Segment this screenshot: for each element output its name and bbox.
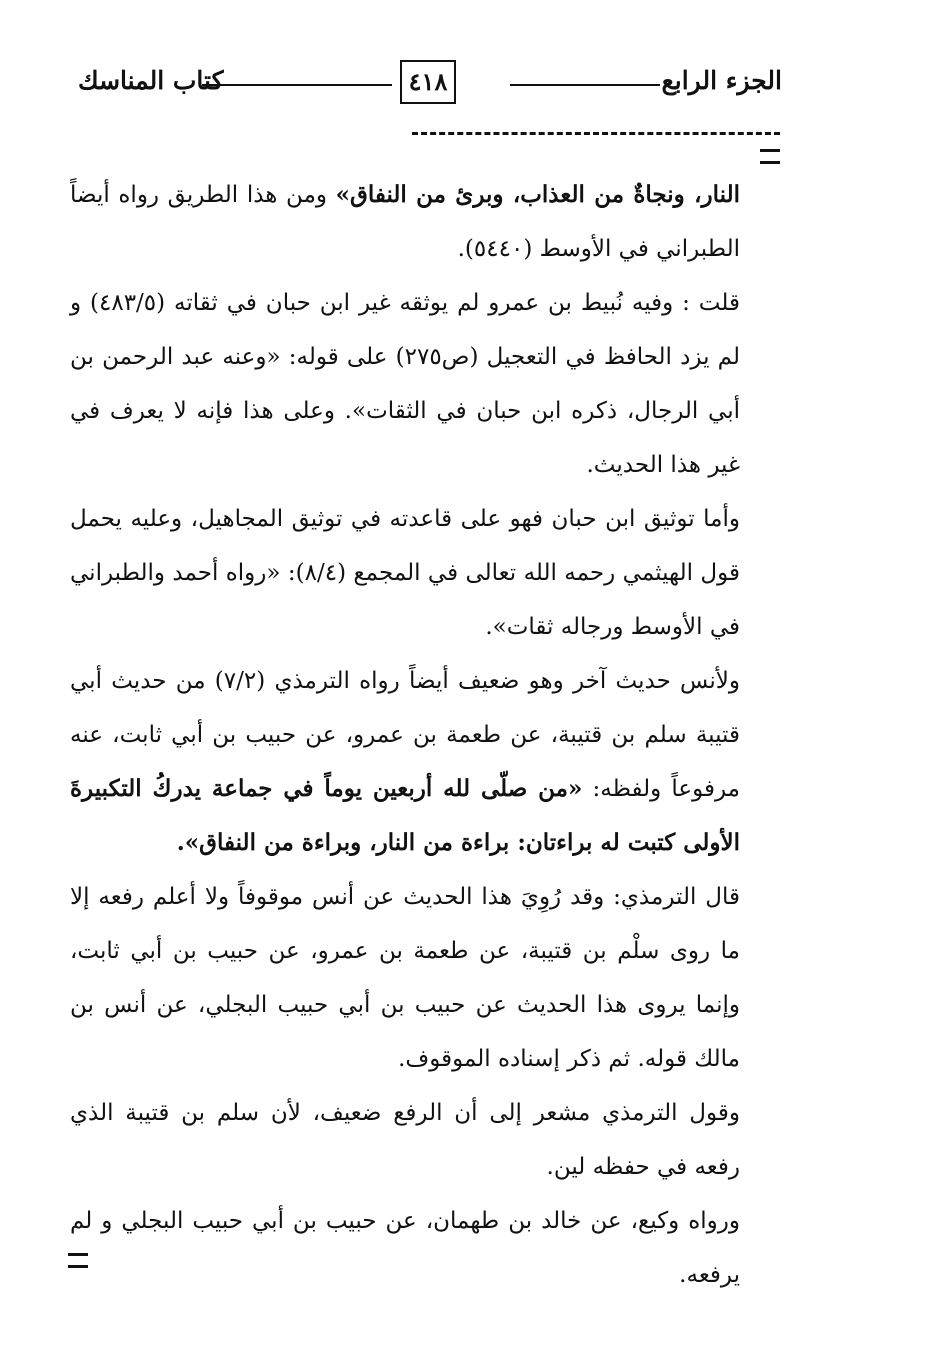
book-title: كتاب المناسك	[78, 66, 224, 95]
header-rule-right	[510, 84, 660, 86]
text-run: وأما توثيق ابن حبان فهو على قاعدته في توثيق المجاهيل، وعليه يحمل قول الهيثمي رحمه الله تعالى في المجمع (٨/٤): «رواه أحمد والطبراني في الأوسط ورجاله ثقات».	[70, 506, 740, 640]
paragraph	[70, 1086, 740, 1194]
hadith-quote: النار، ونجاةٌ من العذاب، وبرئ من النفاق»	[335, 181, 740, 208]
text-run: ورواه وكيع، عن خالد بن طهمان، عن حبيب بن أبي حبيب البجلي و لم يرفعه.	[70, 1208, 740, 1288]
text-run: ولأنس حديث آخر وهو ضعيف أيضاً رواه الترمذي (٧/٢) من حديث أبي قتيبة سلم بن قتيبة، عن طعمة بن عمرو، عن حبيب بن أبي ثابت، عنه مرفوعاً ولفظه:	[70, 668, 741, 802]
header-rule-left	[202, 84, 392, 86]
double-rule-mark-bottom	[68, 1253, 88, 1268]
paragraph	[70, 492, 740, 654]
paragraph	[70, 276, 740, 492]
hadith-quote: «من صلّى لله أربعين يوماً في جماعة يدركُ التكبيرةَ الأولى كتبت له براءتان: براءة من النار، وبراءة من النفاق».	[70, 775, 740, 856]
text-run: قلت : وفيه نُبيط بن عمرو لم يوثقه غير ابن حبان في ثقاته (٤٨٣/٥) و لم يزد الحافظ في التعجيل (ص٢٧٥) على قوله: «وعنه عبد الرحمن بن أبي الرجال، ذكره ابن حبان في الثقات». وعلى هذا فإنه لا يعرف في غير هذا الحديث.	[70, 290, 740, 478]
paragraph	[70, 654, 740, 870]
volume-title: الجزء الرابع	[661, 66, 782, 95]
double-rule-mark-top	[760, 149, 780, 164]
dashed-separator	[412, 132, 780, 135]
text-run: ومن هذا الطريق رواه أيضاً الطبراني في الأوسط (٥٤٤٠).	[70, 182, 740, 262]
paragraph	[70, 870, 740, 1086]
text-run: وقول الترمذي مشعر إلى أن الرفع ضعيف، لأن سلم بن قتيبة الذي رفعه في حفظه لين.	[70, 1100, 740, 1180]
paragraph	[70, 1194, 740, 1302]
paragraph	[70, 168, 740, 276]
text-run: قال الترمذي: وقد رُوِيَ هذا الحديث عن أنس موقوفاً ولا أعلم رفعه إلا ما روى سلْم بن قتيبة، عن طعمة بن عمرو، عن حبيب بن أبي ثابت، وإنما يروى هذا الحديث عن حبيب بن أبي حبيب البجلي، عن أنس بن مالك قوله. ثم ذكر إسناده الموقوف.	[70, 884, 740, 1072]
body-text	[70, 168, 740, 1302]
page-number: ٤١٨	[400, 60, 456, 104]
running-header	[70, 58, 782, 108]
